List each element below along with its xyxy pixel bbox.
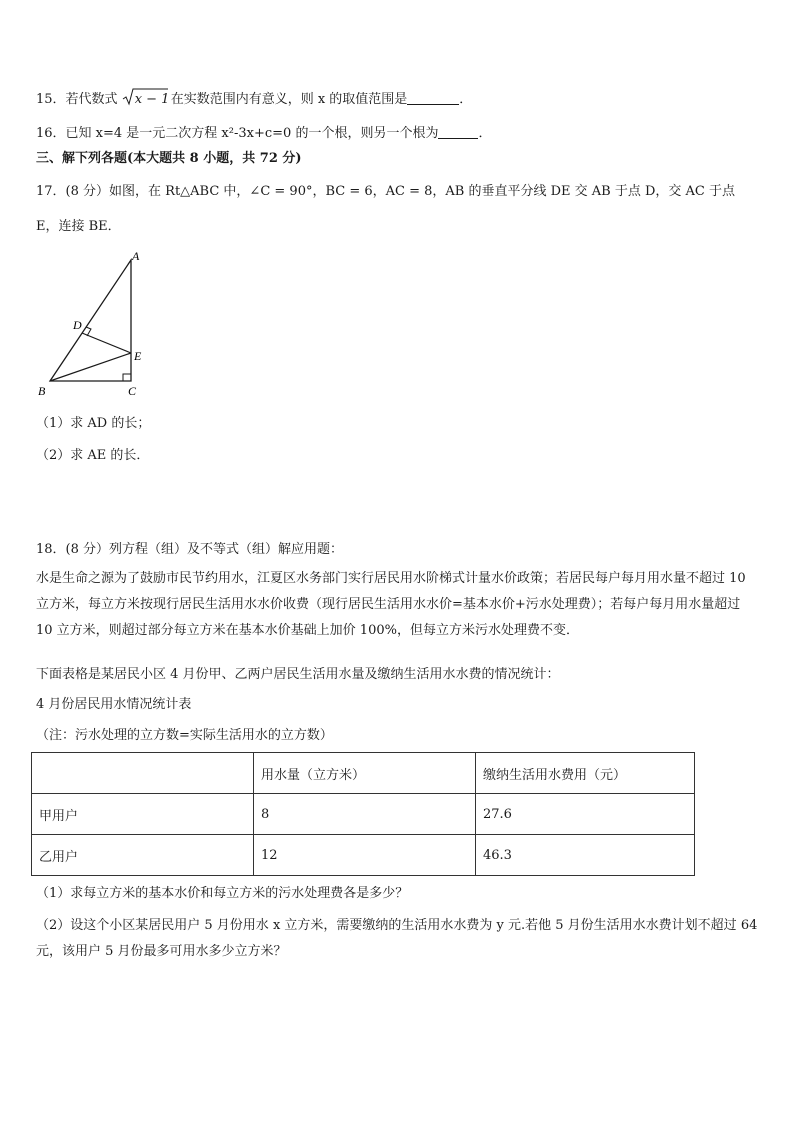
- q18-intro: 下面表格是某居民小区 4 月份甲、乙两户居民生活用水量及缴纳生活用水水费的情况统计：: [36, 667, 560, 682]
- q15-end: ．: [459, 92, 473, 107]
- triangle-figure: [36, 250, 156, 404]
- q16-answer-blank: [438, 124, 478, 139]
- segment-de: [82, 333, 131, 353]
- label-a: A: [132, 250, 140, 263]
- table-cell: 27.6: [476, 794, 695, 835]
- right-angle-c: [123, 374, 131, 381]
- q18-paragraph: 水是生命之源为了鼓励市民节约用水，江夏区水务部门实行居民用水阶梯式计量水价政策；若居民每户每月用水量不超过 10 立方米，每立方米按现行居民生活用水水价收费（现行居民生活用水水价=基本水价+污水处理费）；若每户每月用水量超过 10 立方米，则超过部分每立方米在基本水价基础上加价 100%，但每立方米污水处理费不变．: [36, 571, 746, 638]
- table-row: [32, 835, 695, 876]
- q17-line1: 17．(8 分）如图，在 Rt△ABC 中，∠C = 90°，BC = 6，AC = 8，AB 的垂直平分线 DE 交 AB 于点 D，交 AC 于点: [36, 184, 736, 199]
- q16-text: 16．已知 x=4 是一元二次方程 x²-3x+c=0 的一个根，则另一个根为: [36, 126, 439, 141]
- table-header-cell: 缴纳生活用水费用（元）: [476, 753, 695, 794]
- table-cell: 甲用户: [32, 794, 254, 835]
- label-d: D: [73, 318, 82, 332]
- table-row: [32, 794, 695, 835]
- q18-title: 18．(8 分）列方程（组）及不等式（组）解应用题：: [36, 542, 344, 557]
- table-header-cell: 用水量（立方米）: [254, 753, 476, 794]
- label-b: B: [38, 384, 46, 398]
- section-3-heading: 三、解下列各题(本大题共 8 小题，共 72 分): [36, 151, 302, 166]
- q15-radicand: x − 1: [134, 92, 170, 107]
- q15-answer-blank: [407, 90, 459, 105]
- table-cell: 46.3: [476, 835, 695, 876]
- q18-sub2: （2）设这个小区某居民用户 5 月份用水 x 立方米，需要缴纳的生活用水水费为 y 元.若他 5 月份生活用水水费计划不超过 64 元，该用户 5 月份最多可用水多少立方米？: [36, 918, 758, 959]
- triangle-diagram: [36, 250, 156, 400]
- table-cell: 12: [254, 835, 476, 876]
- water-usage-table: [31, 752, 695, 876]
- table-cell: 8: [254, 794, 476, 835]
- q17-sub1: （1）求 AD 的长；: [36, 416, 151, 431]
- label-e: E: [134, 349, 142, 363]
- segment-be: [50, 353, 131, 381]
- table-header-cell: [32, 753, 254, 794]
- triangle-abc: [50, 260, 131, 381]
- q17-sub2: （2）求 AE 的长．: [36, 448, 150, 463]
- q15-suffix: 在实数范围内有意义，则 x 的取值范围是: [170, 92, 408, 107]
- table-header-row: [32, 753, 695, 794]
- q18-table-title: 4 月份居民用水情况统计表: [36, 697, 192, 712]
- table-cell: 乙用户: [32, 835, 254, 876]
- question-15: [36, 88, 472, 113]
- q17-line2: E，连接 BE．: [36, 219, 121, 234]
- q15-prefix: 15．若代数式: [36, 92, 118, 107]
- q16-end: ．: [478, 126, 492, 141]
- question-16: [36, 124, 491, 144]
- q18-sub1: （1）求每立方米的基本水价和每立方米的污水处理费各是多少？: [36, 886, 409, 901]
- q18-note: （注：污水处理的立方数=实际生活用水的立方数）: [36, 728, 333, 743]
- label-c: C: [128, 384, 137, 398]
